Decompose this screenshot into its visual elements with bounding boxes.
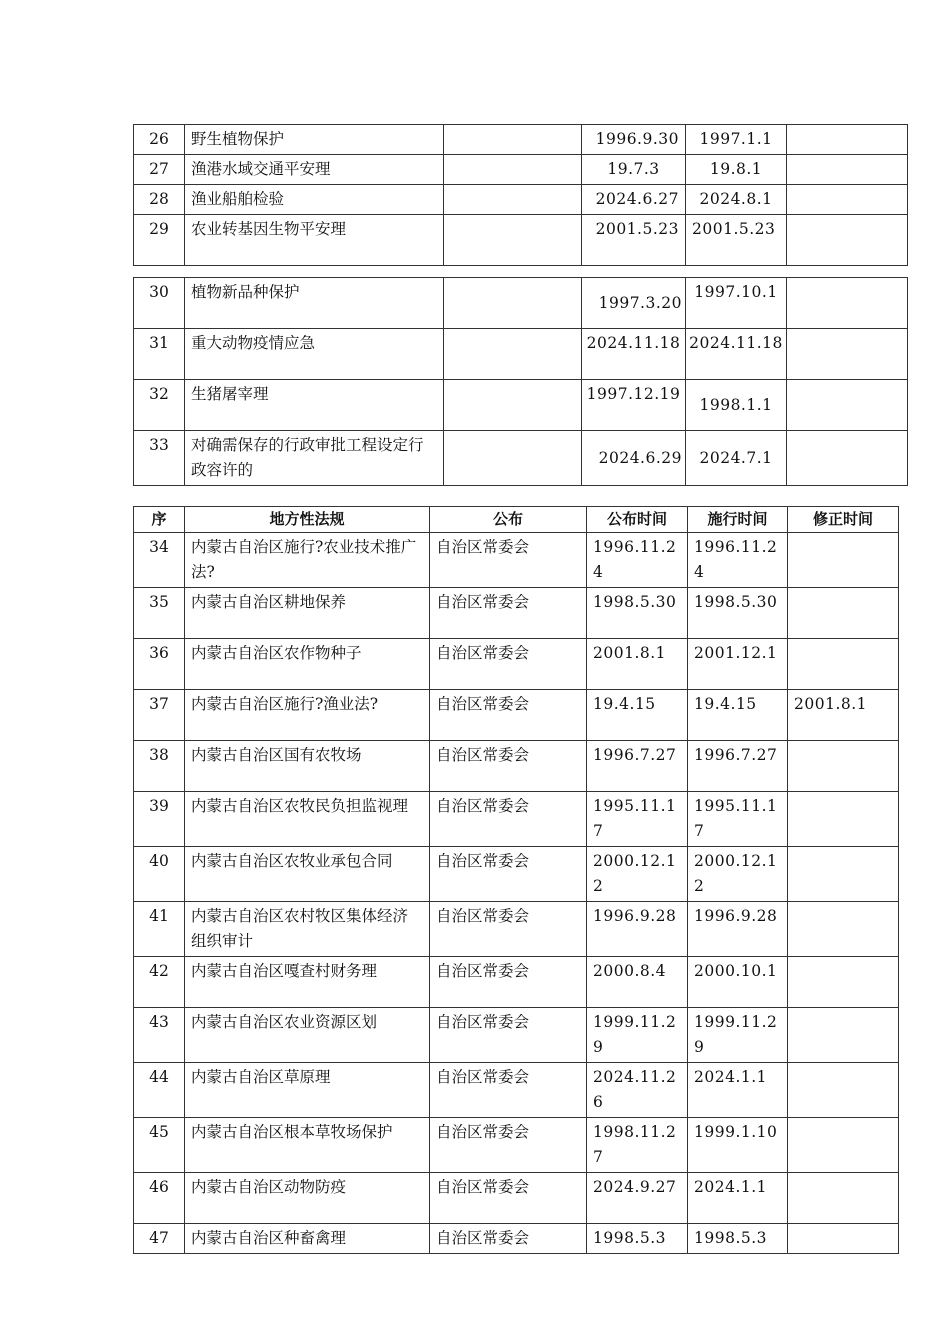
publish-date: 1996.7.27 [587,741,688,792]
issuer [444,125,582,155]
effective-date: 1999.11.29 [688,1008,788,1063]
row-number: 31 [134,329,185,380]
regulation-name: 重大动物疫情应急 [185,329,444,380]
row-number: 36 [134,639,185,690]
table-row [134,847,899,902]
effective-date: 2001.5.23 [686,215,787,266]
publish-date: 2001.5.23 [582,215,686,266]
effective-date: 1997.10.1 [686,278,787,329]
publish-date: 1996.9.30 [582,125,686,155]
row-number: 41 [134,902,185,957]
table-row [134,792,899,847]
issuer: 自治区常委会 [430,1063,587,1118]
issuer: 自治区常委会 [430,533,587,588]
row-number: 47 [134,1224,185,1254]
publish-date: 1998.5.3 [587,1224,688,1254]
revision-date [788,957,899,1008]
revision-date [788,847,899,902]
regulation-name: 内蒙古自治区种畜禽理 [185,1224,430,1254]
regulations-table-a [133,124,908,266]
table-row [134,1173,899,1224]
publish-date: 1999.11.29 [587,1008,688,1063]
issuer: 自治区常委会 [430,902,587,957]
table-row [134,1118,899,1173]
table-row [134,329,908,380]
publish-date: 2000.8.4 [587,957,688,1008]
revision-date [788,588,899,639]
row-number: 33 [134,431,185,486]
effective-date: 2024.1.1 [688,1063,788,1118]
revision-date [788,1224,899,1254]
column-header-revision-date: 修正时间 [788,507,899,533]
effective-date: 2024.11.18 [686,329,787,380]
row-number: 38 [134,741,185,792]
regulation-name: 内蒙古自治区根本草牧场保护 [185,1118,430,1173]
effective-date: 1996.11.24 [688,533,788,588]
effective-date: 19.4.15 [688,690,788,741]
issuer: 自治区常委会 [430,690,587,741]
effective-date: 1998.5.3 [688,1224,788,1254]
revision-date [787,155,908,185]
effective-date: 1996.9.28 [688,902,788,957]
row-number: 40 [134,847,185,902]
column-header-regulation: 地方性法规 [185,507,430,533]
publish-date: 1996.9.28 [587,902,688,957]
revision-date: 2001.8.1 [788,690,899,741]
table-row [134,1224,899,1254]
row-number: 44 [134,1063,185,1118]
row-number: 28 [134,185,185,215]
table-row [134,380,908,431]
issuer [444,155,582,185]
revision-date [787,380,908,431]
revision-date [787,125,908,155]
regulation-name: 渔业船舶检验 [185,185,444,215]
issuer: 自治区常委会 [430,847,587,902]
effective-date: 2000.12.12 [688,847,788,902]
regulation-name: 内蒙古自治区农牧业承包合同 [185,847,430,902]
regulation-name: 内蒙古自治区施行?农业技术推广法? [185,533,430,588]
publish-date: 19.7.3 [582,155,686,185]
table-row [134,957,899,1008]
effective-date: 2000.10.1 [688,957,788,1008]
issuer: 自治区常委会 [430,1118,587,1173]
regulation-name: 内蒙古自治区草原理 [185,1063,430,1118]
table-row [134,278,908,329]
table-row [134,741,899,792]
revision-date [788,1118,899,1173]
effective-date: 2001.12.1 [688,639,788,690]
regulation-name: 内蒙古自治区农牧民负担监视理 [185,792,430,847]
revision-date [787,185,908,215]
row-number: 45 [134,1118,185,1173]
table-row [134,431,908,486]
table-row [134,1063,899,1118]
publish-date: 19.4.15 [587,690,688,741]
table-row [134,215,908,266]
column-header-number: 序 [134,507,185,533]
local-regulations-table [133,506,899,1254]
column-header-effective-date: 施行时间 [688,507,788,533]
table-row [134,902,899,957]
issuer [444,431,582,486]
table-row [134,1008,899,1063]
regulations-table-b [133,277,908,486]
publish-date: 1996.11.24 [587,533,688,588]
regulation-name: 内蒙古自治区农作物种子 [185,639,430,690]
publish-date: 2024.9.27 [587,1173,688,1224]
issuer: 自治区常委会 [430,1224,587,1254]
issuer: 自治区常委会 [430,1008,587,1063]
effective-date: 2024.7.1 [686,431,787,486]
effective-date: 2024.1.1 [688,1173,788,1224]
effective-date: 1996.7.27 [688,741,788,792]
publish-date: 2001.8.1 [587,639,688,690]
regulation-name: 渔港水域交通平安理 [185,155,444,185]
revision-date [787,278,908,329]
issuer [444,380,582,431]
publish-date: 2024.6.27 [582,185,686,215]
row-number: 30 [134,278,185,329]
issuer: 自治区常委会 [430,741,587,792]
regulation-name: 生猪屠宰理 [185,380,444,431]
issuer [444,215,582,266]
revision-date [788,1173,899,1224]
table-row [134,690,899,741]
regulation-name: 内蒙古自治区国有农牧场 [185,741,430,792]
issuer [444,185,582,215]
revision-date [788,902,899,957]
revision-date [788,533,899,588]
issuer: 自治区常委会 [430,588,587,639]
effective-date: 1998.5.30 [688,588,788,639]
revision-date [788,741,899,792]
row-number: 39 [134,792,185,847]
regulation-name: 内蒙古自治区耕地保养 [185,588,430,639]
issuer: 自治区常委会 [430,792,587,847]
revision-date [787,215,908,266]
revision-date [788,1063,899,1118]
revision-date [788,1008,899,1063]
column-header-issuer: 公布 [430,507,587,533]
regulation-name: 内蒙古自治区动物防疫 [185,1173,430,1224]
issuer [444,278,582,329]
publish-date: 1997.3.20 [582,278,686,329]
regulation-name: 对确需保存的行政审批工程设定行政容许的 [185,431,444,486]
row-number: 32 [134,380,185,431]
publish-date: 1998.5.30 [587,588,688,639]
table-row [134,588,899,639]
effective-date: 19.8.1 [686,155,787,185]
revision-date [788,639,899,690]
row-number: 43 [134,1008,185,1063]
effective-date: 1995.11.17 [688,792,788,847]
revision-date [788,792,899,847]
regulation-name: 植物新品种保护 [185,278,444,329]
table-row [134,155,908,185]
publish-date: 2024.11.26 [587,1063,688,1118]
publish-date: 1998.11.27 [587,1118,688,1173]
revision-date [787,431,908,486]
regulation-name: 农业转基因生物平安理 [185,215,444,266]
table-row [134,185,908,215]
table-row [134,533,899,588]
row-number: 35 [134,588,185,639]
regulation-name: 内蒙古自治区农业资源区划 [185,1008,430,1063]
issuer: 自治区常委会 [430,957,587,1008]
table-row [134,125,908,155]
publish-date: 1997.12.19 [582,380,686,431]
row-number: 37 [134,690,185,741]
row-number: 26 [134,125,185,155]
publish-date: 2024.6.29 [582,431,686,486]
issuer: 自治区常委会 [430,1173,587,1224]
publish-date: 2000.12.12 [587,847,688,902]
row-number: 29 [134,215,185,266]
regulation-name: 内蒙古自治区嘎查村财务理 [185,957,430,1008]
effective-date: 1997.1.1 [686,125,787,155]
publish-date: 1995.11.17 [587,792,688,847]
publish-date: 2024.11.18 [582,329,686,380]
row-number: 34 [134,533,185,588]
revision-date [787,329,908,380]
table-row [134,639,899,690]
regulation-name: 内蒙古自治区施行?渔业法? [185,690,430,741]
regulation-name: 野生植物保护 [185,125,444,155]
effective-date: 2024.8.1 [686,185,787,215]
row-number: 42 [134,957,185,1008]
effective-date: 1999.1.10 [688,1118,788,1173]
regulation-name: 内蒙古自治区农村牧区集体经济组织审计 [185,902,430,957]
row-number: 46 [134,1173,185,1224]
issuer [444,329,582,380]
column-header-publish-date: 公布时间 [587,507,688,533]
row-number: 27 [134,155,185,185]
effective-date: 1998.1.1 [686,380,787,431]
issuer: 自治区常委会 [430,639,587,690]
table-header-row [134,507,899,533]
